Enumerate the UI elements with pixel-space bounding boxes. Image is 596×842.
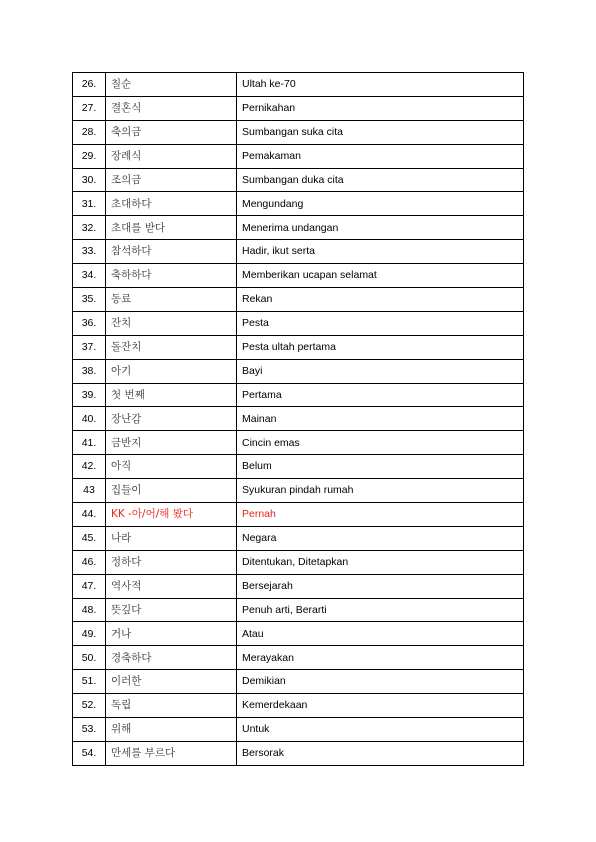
korean-term: 경축하다 xyxy=(106,646,237,670)
row-number: 44. xyxy=(73,503,106,527)
table-row xyxy=(73,503,524,527)
table-row xyxy=(73,550,524,574)
korean-term: 결혼식 xyxy=(106,96,237,120)
indonesian-translation: Atau xyxy=(237,622,524,646)
row-number: 27. xyxy=(73,96,106,120)
row-number: 46. xyxy=(73,550,106,574)
korean-term: KK -아/어/해 봤다 xyxy=(106,503,237,527)
korean-term: 돌잔치 xyxy=(106,335,237,359)
korean-term: 장난감 xyxy=(106,407,237,431)
indonesian-translation: Cincin emas xyxy=(237,431,524,455)
table-row xyxy=(73,598,524,622)
korean-term: 뜻깊다 xyxy=(106,598,237,622)
row-number: 37. xyxy=(73,335,106,359)
korean-term: 조의금 xyxy=(106,168,237,192)
indonesian-translation: Menerima undangan xyxy=(237,216,524,240)
korean-term: 초대하다 xyxy=(106,192,237,216)
table-row xyxy=(73,73,524,97)
table-row xyxy=(73,407,524,431)
korean-term: 칠순 xyxy=(106,73,237,97)
table-row xyxy=(73,264,524,288)
korean-term: 금반지 xyxy=(106,431,237,455)
table-row xyxy=(73,96,524,120)
korean-term: 집들이 xyxy=(106,479,237,503)
table-row xyxy=(73,216,524,240)
row-number: 35. xyxy=(73,288,106,312)
row-number: 50. xyxy=(73,646,106,670)
indonesian-translation: Untuk xyxy=(237,718,524,742)
table-row xyxy=(73,383,524,407)
indonesian-translation: Merayakan xyxy=(237,646,524,670)
korean-term: 아기 xyxy=(106,359,237,383)
table-row xyxy=(73,574,524,598)
row-number: 47. xyxy=(73,574,106,598)
table-row xyxy=(73,479,524,503)
indonesian-translation: Bersejarah xyxy=(237,574,524,598)
indonesian-translation: Bayi xyxy=(237,359,524,383)
row-number: 29. xyxy=(73,144,106,168)
indonesian-translation: Pernah xyxy=(237,503,524,527)
row-number: 33. xyxy=(73,240,106,264)
indonesian-translation: Sumbangan duka cita xyxy=(237,168,524,192)
table-row xyxy=(73,240,524,264)
korean-term: 역사적 xyxy=(106,574,237,598)
row-number: 49. xyxy=(73,622,106,646)
table-row xyxy=(73,526,524,550)
row-number: 30. xyxy=(73,168,106,192)
row-number: 51. xyxy=(73,670,106,694)
row-number: 32. xyxy=(73,216,106,240)
row-number: 31. xyxy=(73,192,106,216)
row-number: 26. xyxy=(73,73,106,97)
table-row xyxy=(73,646,524,670)
korean-term: 위해 xyxy=(106,718,237,742)
korean-term: 축하하다 xyxy=(106,264,237,288)
korean-term: 동료 xyxy=(106,288,237,312)
korean-term: 독립 xyxy=(106,694,237,718)
indonesian-translation: Pesta xyxy=(237,311,524,335)
table-row xyxy=(73,288,524,312)
indonesian-translation: Negara xyxy=(237,526,524,550)
table-row xyxy=(73,455,524,479)
table-row xyxy=(73,622,524,646)
korean-term: 정하다 xyxy=(106,550,237,574)
indonesian-translation: Pesta ultah pertama xyxy=(237,335,524,359)
row-number: 42. xyxy=(73,455,106,479)
korean-term: 이러한 xyxy=(106,670,237,694)
indonesian-translation: Bersorak xyxy=(237,741,524,765)
korean-term: 참석하다 xyxy=(106,240,237,264)
table-row xyxy=(73,168,524,192)
indonesian-translation: Pernikahan xyxy=(237,96,524,120)
row-number: 28. xyxy=(73,120,106,144)
table-row xyxy=(73,431,524,455)
indonesian-translation: Demikian xyxy=(237,670,524,694)
korean-term: 축의금 xyxy=(106,120,237,144)
row-number: 53. xyxy=(73,718,106,742)
indonesian-translation: Ultah ke-70 xyxy=(237,73,524,97)
korean-term: 초대를 받다 xyxy=(106,216,237,240)
indonesian-translation: Hadir, ikut serta xyxy=(237,240,524,264)
vocabulary-table xyxy=(72,72,524,766)
table-row xyxy=(73,694,524,718)
row-number: 40. xyxy=(73,407,106,431)
korean-term: 나라 xyxy=(106,526,237,550)
row-number: 34. xyxy=(73,264,106,288)
indonesian-translation: Ditentukan, Ditetapkan xyxy=(237,550,524,574)
indonesian-translation: Syukuran pindah rumah xyxy=(237,479,524,503)
row-number: 38. xyxy=(73,359,106,383)
row-number: 48. xyxy=(73,598,106,622)
indonesian-translation: Kemerdekaan xyxy=(237,694,524,718)
table-row xyxy=(73,359,524,383)
row-number: 41. xyxy=(73,431,106,455)
korean-term: 만세를 부르다 xyxy=(106,741,237,765)
row-number: 52. xyxy=(73,694,106,718)
indonesian-translation: Sumbangan suka cita xyxy=(237,120,524,144)
korean-term: 거나 xyxy=(106,622,237,646)
korean-term: 잔치 xyxy=(106,311,237,335)
table-row xyxy=(73,741,524,765)
table-row xyxy=(73,670,524,694)
korean-term: 첫 번째 xyxy=(106,383,237,407)
table-row xyxy=(73,192,524,216)
indonesian-translation: Memberikan ucapan selamat xyxy=(237,264,524,288)
table-row xyxy=(73,120,524,144)
table-row xyxy=(73,311,524,335)
table-row xyxy=(73,144,524,168)
indonesian-translation: Rekan xyxy=(237,288,524,312)
indonesian-translation: Mainan xyxy=(237,407,524,431)
row-number: 43 xyxy=(73,479,106,503)
indonesian-translation: Pemakaman xyxy=(237,144,524,168)
indonesian-translation: Pertama xyxy=(237,383,524,407)
table-row xyxy=(73,718,524,742)
row-number: 54. xyxy=(73,741,106,765)
indonesian-translation: Mengundang xyxy=(237,192,524,216)
indonesian-translation: Penuh arti, Berarti xyxy=(237,598,524,622)
table-row xyxy=(73,335,524,359)
korean-term: 장례식 xyxy=(106,144,237,168)
korean-term: 아직 xyxy=(106,455,237,479)
indonesian-translation: Belum xyxy=(237,455,524,479)
vocabulary-table-body xyxy=(73,73,524,766)
row-number: 39. xyxy=(73,383,106,407)
row-number: 36. xyxy=(73,311,106,335)
row-number: 45. xyxy=(73,526,106,550)
